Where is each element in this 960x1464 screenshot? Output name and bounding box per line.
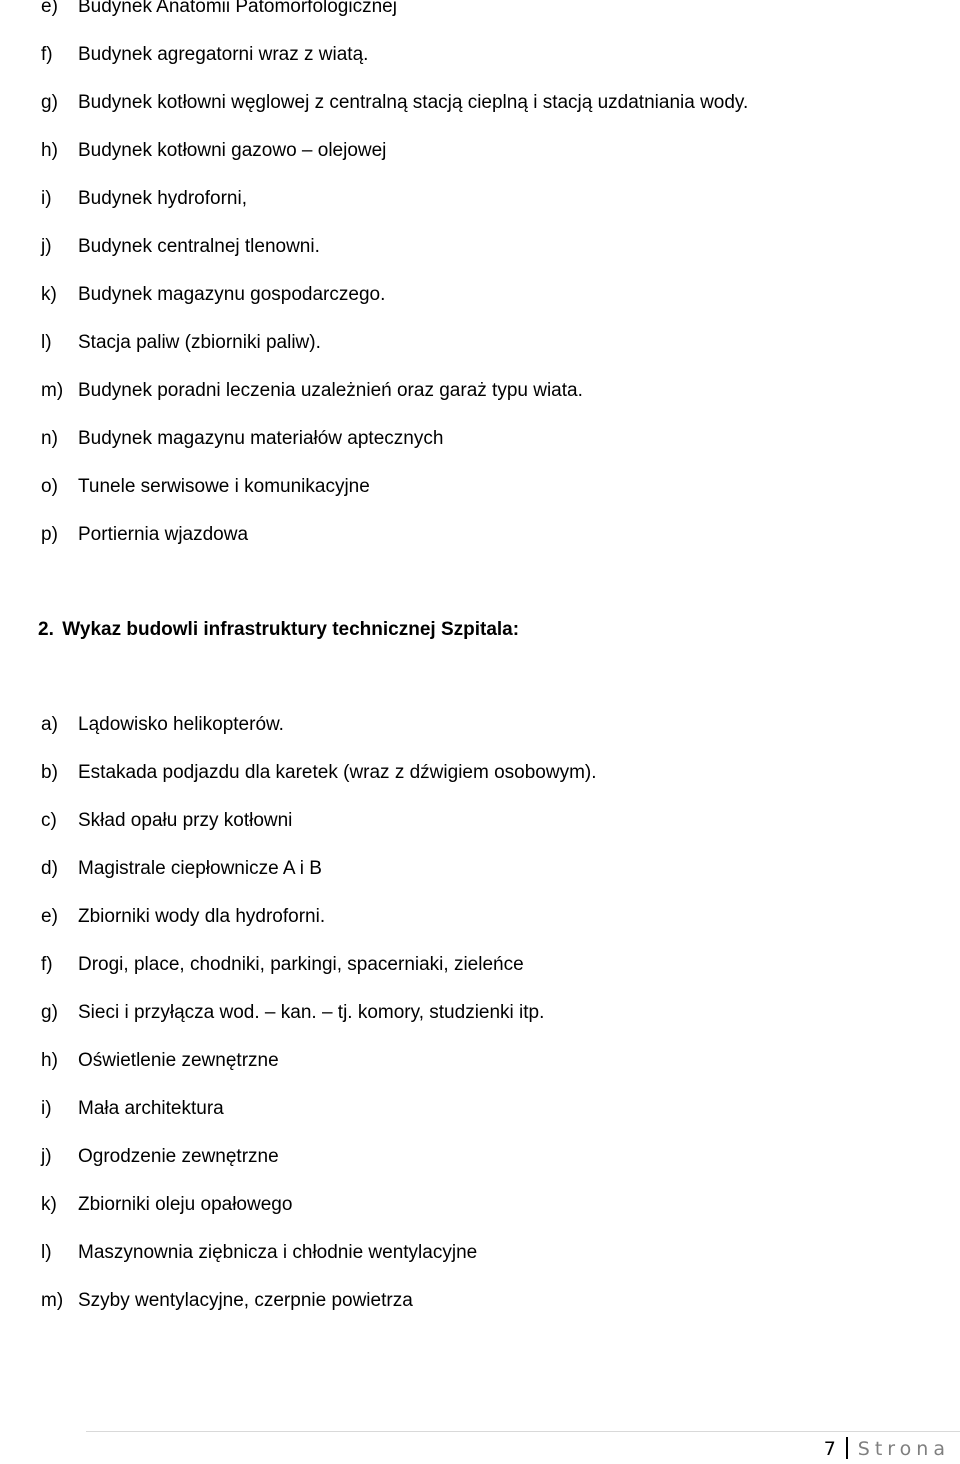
list-item bbox=[41, 380, 748, 428]
list-item bbox=[41, 810, 597, 858]
list-item bbox=[41, 1194, 597, 1242]
page-label: Strona bbox=[857, 1438, 950, 1460]
list-item-letter: m) bbox=[41, 1290, 64, 1311]
list-item-text: Estakada podjazdu dla karetek (wraz z dźwigiem osobowym). bbox=[78, 762, 597, 783]
list-item-letter: f) bbox=[41, 954, 53, 975]
section-heading bbox=[38, 619, 519, 641]
list-item-letter: i) bbox=[41, 1098, 52, 1119]
list-item bbox=[41, 1050, 597, 1098]
list-item bbox=[41, 332, 748, 380]
list-item bbox=[41, 524, 748, 572]
list-item-letter: f) bbox=[41, 44, 53, 65]
list-item-letter: l) bbox=[41, 1242, 52, 1263]
list-item bbox=[41, 92, 748, 140]
list-item-letter: k) bbox=[41, 284, 57, 305]
list-item-text: Budynek kotłowni gazowo – olejowej bbox=[78, 140, 387, 161]
list-item bbox=[41, 236, 748, 284]
list-item-letter: o) bbox=[41, 476, 58, 497]
list-item-text: Budynek kotłowni węglowej z centralną stacją cieplną i stacją uzdatniania wody. bbox=[78, 92, 749, 113]
footer-separator bbox=[846, 1437, 848, 1459]
list-item-text: Budynek magazynu materiałów aptecznych bbox=[78, 428, 444, 449]
list-item-letter: g) bbox=[41, 1002, 58, 1023]
list-item-text: Skład opału przy kotłowni bbox=[78, 810, 293, 831]
list-item-letter: a) bbox=[41, 714, 58, 735]
infrastructure-list bbox=[41, 714, 597, 1338]
list-item-text: Lądowisko helikopterów. bbox=[78, 714, 284, 735]
list-item bbox=[41, 284, 748, 332]
list-item-letter: j) bbox=[41, 236, 52, 257]
list-item-letter: i) bbox=[41, 188, 52, 209]
list-item-letter: n) bbox=[41, 428, 58, 449]
list-item-letter: m) bbox=[41, 380, 64, 401]
page-number: 7 bbox=[823, 1438, 836, 1460]
list-item-text: Drogi, place, chodniki, parkingi, spacerniaki, zieleńce bbox=[78, 954, 524, 975]
building-list bbox=[41, 0, 748, 572]
list-item-letter: p) bbox=[41, 524, 58, 545]
list-item-text: Zbiorniki oleju opałowego bbox=[78, 1194, 293, 1215]
list-item-letter: l) bbox=[41, 332, 52, 353]
list-item bbox=[41, 858, 597, 906]
list-item-text: Budynek Anatomii Patomorfologicznej bbox=[78, 0, 397, 17]
list-item bbox=[41, 428, 748, 476]
list-item-text: Maszynownia ziębnicza i chłodnie wentylacyjne bbox=[78, 1242, 478, 1263]
list-item-text: Budynek hydroforni, bbox=[78, 188, 247, 209]
section-number: 2. bbox=[38, 619, 54, 640]
list-item-text: Portiernia wjazdowa bbox=[78, 524, 249, 545]
list-item bbox=[41, 1242, 597, 1290]
list-item-text: Tunele serwisowe i komunikacyjne bbox=[78, 476, 370, 497]
list-item-text: Szyby wentylacyjne, czerpnie powietrza bbox=[78, 1290, 413, 1311]
list-item bbox=[41, 906, 597, 954]
list-item bbox=[41, 140, 748, 188]
list-item-text: Budynek poradni leczenia uzależnień oraz garaż typu wiata. bbox=[78, 380, 583, 401]
list-item bbox=[41, 762, 597, 810]
footer-divider bbox=[86, 1431, 960, 1432]
list-item-text: Budynek centralnej tlenowni. bbox=[78, 236, 320, 257]
list-item bbox=[41, 0, 748, 44]
list-item-letter: e) bbox=[41, 0, 58, 17]
list-item bbox=[41, 1098, 597, 1146]
section-title: Wykaz budowli infrastruktury technicznej Szpitala: bbox=[62, 619, 520, 640]
list-item-text: Mała architektura bbox=[78, 1098, 224, 1119]
list-item-letter: g) bbox=[41, 92, 58, 113]
list-item bbox=[41, 714, 597, 762]
list-item-letter: b) bbox=[41, 762, 58, 783]
list-item-letter: h) bbox=[41, 1050, 58, 1071]
list-item bbox=[41, 954, 597, 1002]
list-item bbox=[41, 1146, 597, 1194]
list-item-text: Budynek agregatorni wraz z wiatą. bbox=[78, 44, 369, 65]
list-item-text: Oświetlenie zewnętrzne bbox=[78, 1050, 279, 1071]
list-item-letter: h) bbox=[41, 140, 58, 161]
list-item-text: Sieci i przyłącza wod. – kan. – tj. komory, studzienki itp. bbox=[78, 1002, 545, 1023]
list-item bbox=[41, 1002, 597, 1050]
list-item-text: Budynek magazynu gospodarczego. bbox=[78, 284, 386, 305]
page-footer bbox=[824, 1437, 950, 1461]
list-item-letter: k) bbox=[41, 1194, 57, 1215]
list-item-letter: j) bbox=[41, 1146, 52, 1167]
list-item bbox=[41, 1290, 597, 1338]
list-item-text: Ogrodzenie zewnętrzne bbox=[78, 1146, 279, 1167]
list-item-text: Magistrale ciepłownicze A i B bbox=[78, 858, 322, 879]
list-item-letter: d) bbox=[41, 858, 58, 879]
list-item-letter: e) bbox=[41, 906, 58, 927]
list-item-letter: c) bbox=[41, 810, 57, 831]
list-item-text: Zbiorniki wody dla hydroforni. bbox=[78, 906, 326, 927]
list-item bbox=[41, 188, 748, 236]
list-item bbox=[41, 476, 748, 524]
list-item-text: Stacja paliw (zbiorniki paliw). bbox=[78, 332, 321, 353]
list-item bbox=[41, 44, 748, 92]
